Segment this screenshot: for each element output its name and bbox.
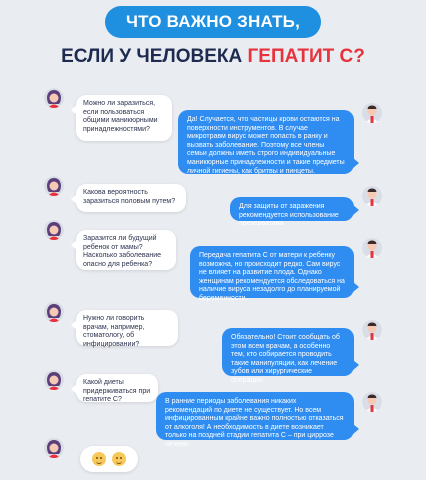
patient-avatar [44,88,64,108]
question-bubble-2 [76,184,186,212]
answer-bubble-2 [230,197,354,228]
answer-text: Для защиты от заражения рекомендуется использование презерватива. [239,203,339,228]
answer-text: В ранние периоды заболевания никаких рекомендаций по диете не существует. Но всем инфицированным крайне важно полностью отказаться от алкоголя! А необходимость в диете возникает только на поздней стадии гепатита С – при циррозе печени. [165,398,344,448]
question-text: Какова вероятность заразиться половым путем? [83,189,176,205]
question-bubble-5 [76,374,158,402]
answer-text: Да! Случается, что частицы крови остаются на поверхности инструментов. В случае микротравм вирус может попасть в ранку и вызвать заболевание. Поэтому все члены семьи должны иметь строго индивидуальные маникюрные принадлежности и такие предметы личной гигиены, как бритвы и пинцеты. [187,116,345,175]
doctor-avatar [362,186,382,206]
answer-bubble-5 [156,392,354,448]
question-text: Какой диеты придерживаться при гепатите С? [83,379,151,404]
patient-avatar [44,176,64,196]
smiling-face-icon [92,452,106,466]
question-text: Заразится ли будущий ребенок от мамы? Насколько заболевание опасно для ребенка? [83,235,162,268]
title-banner [105,6,321,38]
answer-bubble-3 [190,246,354,302]
answer-bubble-1 [178,110,354,174]
answer-text: Передача гепатита С от матери к ребенку возможна, но происходит редко. Сам вирус не влияет на развитие плода. Однако женщинам рекомендуется обследоваться на наличие вируса незадолго до планируемой беременности. [199,252,345,302]
reaction-bubble [80,446,138,472]
doctor-avatar [362,103,382,123]
question-text: Нужно ли говорить врачам, например, стоматологу, об инфицировании? [83,315,145,348]
doctor-avatar [362,392,382,412]
question-text: Можно ли заразиться, если пользоваться общими маникюрными принадлежностями? [83,100,158,133]
subtitle-accent: ГЕПАТИТ С? [247,46,365,67]
patient-avatar [44,370,64,390]
question-bubble-3 [76,230,176,270]
patient-avatar [44,438,64,458]
question-bubble-1 [76,95,172,141]
page-subtitle [0,46,426,68]
question-bubble-4 [76,310,178,346]
patient-avatar [44,220,64,240]
patient-avatar [44,302,64,322]
page-title: ЧТО ВАЖНО ЗНАТЬ, [125,12,301,31]
smiling-face-icon [112,452,126,466]
answer-text: Обязательно! Стоит сообщать об этом всем врачам, а особенно тем, кто собирается проводить такие манипуляции, как лечение зубов или хирургические операции. [231,334,340,384]
answer-bubble-4 [222,328,354,384]
subtitle-prefix: ЕСЛИ У ЧЕЛОВЕКА [61,46,243,67]
doctor-avatar [362,238,382,258]
doctor-avatar [362,320,382,340]
